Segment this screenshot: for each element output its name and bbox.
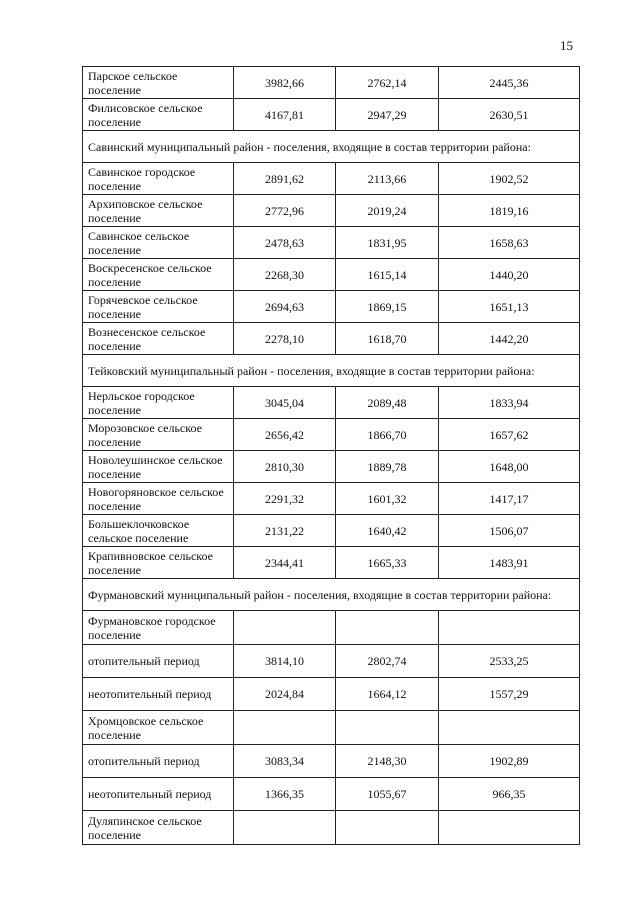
table-row: [83, 515, 580, 547]
value-cell: 3982,66: [234, 67, 336, 99]
table-row: [83, 483, 580, 515]
value-cell: 2891,62: [234, 163, 336, 195]
value-cell: 2694,63: [234, 291, 336, 323]
value-cell: 3083,34: [234, 745, 336, 778]
value-cell: 1442,20: [439, 323, 580, 355]
settlement-name: Новолеушинское сельское поселение: [83, 451, 234, 483]
value-cell: 2131,22: [234, 515, 336, 547]
value-cell: 2291,32: [234, 483, 336, 515]
section-row: [83, 131, 580, 163]
value-cell: 1615,14: [336, 259, 439, 291]
table-row: [83, 323, 580, 355]
value-cell: 1658,63: [439, 227, 580, 259]
value-cell: 1055,67: [336, 778, 439, 811]
value-cell: 2278,10: [234, 323, 336, 355]
settlement-name: Дуляпинское сельское поселение: [83, 811, 234, 845]
period-label: неотопительный период: [83, 778, 234, 811]
value-cell: 1819,16: [439, 195, 580, 227]
value-cell: [234, 711, 336, 745]
value-cell: 2772,96: [234, 195, 336, 227]
section-row: [83, 355, 580, 387]
settlement-name: Парское сельское поселение: [83, 67, 234, 99]
value-cell: 1664,12: [336, 678, 439, 711]
value-cell: 2148,30: [336, 745, 439, 778]
value-cell: 2630,51: [439, 99, 580, 131]
table-row: [83, 227, 580, 259]
value-cell: 1902,52: [439, 163, 580, 195]
period-label: отопительный период: [83, 645, 234, 678]
table-row: [83, 387, 580, 419]
value-cell: 1866,70: [336, 419, 439, 451]
table-row: [83, 711, 580, 745]
table-row: [83, 419, 580, 451]
table-row: [83, 547, 580, 579]
settlement-name: Фурмановское городское поселение: [83, 611, 234, 645]
value-cell: 1657,62: [439, 419, 580, 451]
table-row: [83, 291, 580, 323]
settlement-name: Новогоряновское сельское поселение: [83, 483, 234, 515]
table-row: [83, 745, 580, 778]
period-label: отопительный период: [83, 745, 234, 778]
value-cell: 1833,94: [439, 387, 580, 419]
value-cell: 1889,78: [336, 451, 439, 483]
settlement-name: Большеклочковское сельское поселение: [83, 515, 234, 547]
value-cell: 3045,04: [234, 387, 336, 419]
value-cell: 1618,70: [336, 323, 439, 355]
table-row: [83, 678, 580, 711]
settlement-name: Морозовское сельское поселение: [83, 419, 234, 451]
value-cell: 1648,00: [439, 451, 580, 483]
value-cell: 1440,20: [439, 259, 580, 291]
value-cell: [336, 711, 439, 745]
table-row: [83, 67, 580, 99]
page-number: 15: [560, 38, 573, 53]
table-row: [83, 259, 580, 291]
value-cell: [336, 811, 439, 845]
value-cell: [439, 811, 580, 845]
value-cell: [439, 711, 580, 745]
settlement-name: Архиповское сельское поселение: [83, 195, 234, 227]
value-cell: 1557,29: [439, 678, 580, 711]
table-row: [83, 811, 580, 845]
settlement-name: Вознесенское сельское поселение: [83, 323, 234, 355]
value-cell: 1869,15: [336, 291, 439, 323]
value-cell: [234, 811, 336, 845]
table-row: [83, 778, 580, 811]
value-cell: 1665,33: [336, 547, 439, 579]
value-cell: 1417,17: [439, 483, 580, 515]
value-cell: 2089,48: [336, 387, 439, 419]
value-cell: 1831,95: [336, 227, 439, 259]
table-row: [83, 611, 580, 645]
value-cell: [439, 611, 580, 645]
value-cell: 2810,30: [234, 451, 336, 483]
value-cell: 2478,63: [234, 227, 336, 259]
settlement-name: Савинское городское поселение: [83, 163, 234, 195]
value-cell: 2019,24: [336, 195, 439, 227]
value-cell: 3814,10: [234, 645, 336, 678]
value-cell: 2445,36: [439, 67, 580, 99]
value-cell: 2947,29: [336, 99, 439, 131]
value-cell: [336, 611, 439, 645]
value-cell: 2024,84: [234, 678, 336, 711]
period-label: неотопительный период: [83, 678, 234, 711]
value-cell: 2344,41: [234, 547, 336, 579]
settlement-name: Воскресенское сельское поселение: [83, 259, 234, 291]
settlement-name: Горячевское сельское поселение: [83, 291, 234, 323]
value-cell: 1483,91: [439, 547, 580, 579]
value-cell: 1640,42: [336, 515, 439, 547]
settlement-name: Филисовское сельское поселение: [83, 99, 234, 131]
value-cell: 2268,30: [234, 259, 336, 291]
value-cell: 2113,66: [336, 163, 439, 195]
settlement-name: Савинское сельское поселение: [83, 227, 234, 259]
tariff-table: [82, 66, 580, 845]
settlement-name: Хромцовское сельское поселение: [83, 711, 234, 745]
settlement-name: Крапивновское сельское поселение: [83, 547, 234, 579]
section-heading: Фурмановский муниципальный район - поселения, входящие в состав территории района:: [83, 579, 580, 611]
value-cell: 2802,74: [336, 645, 439, 678]
value-cell: [234, 611, 336, 645]
table-row: [83, 163, 580, 195]
table-row: [83, 99, 580, 131]
value-cell: 1651,13: [439, 291, 580, 323]
value-cell: 966,35: [439, 778, 580, 811]
value-cell: 1506,07: [439, 515, 580, 547]
value-cell: 1601,32: [336, 483, 439, 515]
settlement-name: Нерльское городское поселение: [83, 387, 234, 419]
value-cell: 4167,81: [234, 99, 336, 131]
section-heading: Тейковский муниципальный район - поселения, входящие в состав территории района:: [83, 355, 580, 387]
value-cell: 2656,42: [234, 419, 336, 451]
value-cell: 1902,89: [439, 745, 580, 778]
table-row: [83, 195, 580, 227]
value-cell: 1366,35: [234, 778, 336, 811]
table-row: [83, 645, 580, 678]
value-cell: 2762,14: [336, 67, 439, 99]
section-heading: Савинский муниципальный район - поселения, входящие в состав территории района:: [83, 131, 580, 163]
section-row: [83, 579, 580, 611]
table-row: [83, 451, 580, 483]
value-cell: 2533,25: [439, 645, 580, 678]
